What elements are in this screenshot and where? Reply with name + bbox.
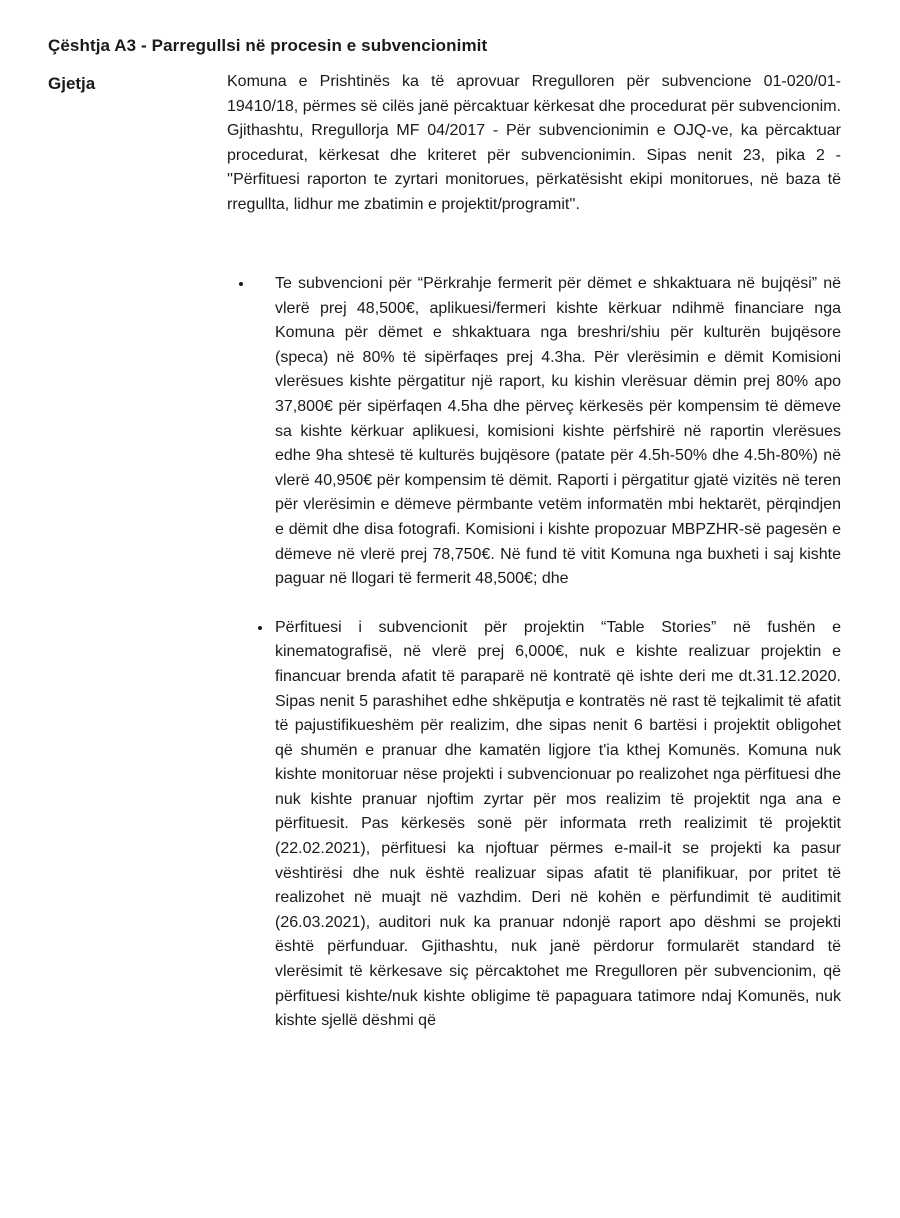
bullet-text: Te subvencioni për “Përkrahje fermerit për dëmet e shkaktuara në bujqësi” në vlerë prej 48,500€, aplikuesi/fermeri kishte kërkuar ndihmë financiare nga Komuna për dëmet e shkaktuara nga breshri/shiu për kulturën bujqësore (speca) në 80% të sipërfaqes prej 4.3ha. Për vlerësimin e dëmit Komisioni vlerësues kishte përgatitur një raport, ku kishin vlerësuar dëmin prej 80% apo 37,800€ për sipërfaqen 4.5ha dhe përveç kërkesës për kompensim të dëmeve sa kishte kërkuar aplikuesi, komisioni kishte përfshirë në raportin vlerësues edhe 9ha shtesë të kulturës bujqësore (patate për 4.5h-50% dhe 4.5h-80%) në vlerë 40,950€ për kompensim të dëmit. Raporti i përgatitur gjatë vizitës në teren për vlerësimin e dëmeve përmbante vetëm informatën mbi hektarët, përqindjen e dëmit dhe disa fotografi. Komisioni i kishte propozuar MBPZHR-së pagesën e dëmeve në vlerë prej 78,750€. Në fund të vitit Komuna nga buxheti i saj kishte paguar në llogari të fermerit 48,500€; dhe: [275, 275, 841, 588]
bullet-text: Përfituesi i subvencionit për projektin “Table Stories” në fushën e kinematografisë, në vlerë prej 6,000€, nuk e kishte realizuar projektin e financuar brenda afatit të paraparë në kontratë që ishte deri me dt.31.12.2020. Sipas nenit 5 parashihet edhe shkëputja e kontratës në rast të tejkalimit të afatit të pajustifikueshëm për realizim, dhe sipas nenit 6 bartësi i projektit obligohet që shumën e pranuar dhe kamatën ligjore t'ia kthej Komunës. Komuna nuk kishte monitoruar nëse projekti i subvencionuar po realizohet nga përfituesi dhe nuk kishte pranuar njoftim zyrtar për mos realizim të projektit nga ana e përfituesit. Pas kërkesës sonë për informata rreth realizimit të projektit (22.02.2021), përfituesi ka njoftuar përmes e-mail-it se projekti ka pasur vështirësi dhe nuk është realizuar sipas afatit të planifikuar, por pritet të realizohet në muajt në vazhdim. Deri në kohën e përfundimit të auditimit (26.03.2021), auditori nuk ka pranuar ndonjë raport apo dëshmi se projekti është përfunduar. Gjithashtu, nuk janë përdorur formularët standard të vlerësimit të kërkesave siç përcaktohet me Rregulloren për subvencionim, që përfituesi kishte/nuk kishte obligime të papaguara tatimore ndaj Komunës, nuk kishte sjellë dëshmi që: [275, 618, 841, 1030]
finding-label: Gjetja: [48, 74, 96, 93]
bullet-icon: [258, 626, 262, 630]
list-item: [275, 616, 841, 1034]
section-heading: Çështja A3 - Parregullsi në procesin e subvencionimit: [48, 36, 488, 55]
list-item: [275, 272, 841, 592]
bullet-icon: [239, 282, 243, 286]
finding-intro-paragraph: Komuna e Prishtinës ka të aprovuar Rregulloren për subvencione 01-020/01-19410/18, përmes së cilës janë përcaktuar kërkesat dhe procedurat për subvencionim. Gjithashtu, Rregullorja MF 04/2017 - Për subvencionimin e OJQ-ve, ka përcaktuar procedurat, kërkesat dhe kriteret për subvencionimin. Sipas nenit 23, pika 2 - ''Përfituesi raporton te zyrtari monitorues, përkatësisht ekipi monitorues, në baza të rregullta, lidhur me zbatimin e projektit/programit''.: [227, 73, 841, 213]
finding-bullet-list: [275, 272, 841, 1034]
